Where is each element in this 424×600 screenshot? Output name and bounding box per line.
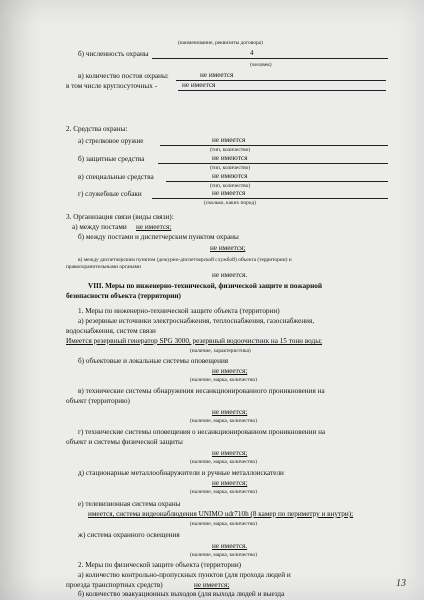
posts-count-value: не имеется [200,71,234,79]
metal-detectors-label: д) стационарные металлообнаружители и ручные металлоискатели [78,469,284,477]
metal-detectors-value: не имеется; [212,479,248,487]
intrusion-alert-label-2: объект и системы физической защиты [66,438,183,446]
caption-type-count: (тип, количество) [210,147,251,153]
intrusion-alert-label: г) технические системы оповещения о несанкционированном проникновении на [78,428,326,436]
posts-count-label: в) количество постов охраны: [78,72,169,80]
comm-police-label-2: правоохранительными органами [66,264,141,270]
field-line [178,90,386,91]
comm-posts-value: не имеется; [136,223,172,231]
guard-count-label: б) численность охраны [78,50,149,58]
tv-system-value: имеется, система видеонаблюдения UNIMO udr710h (8 камер по периметру и внутри); [88,510,354,518]
caption-mark-count: (наличие, марка, количество) [190,377,257,383]
field-line [158,163,388,164]
reserve-sources-value: Имеется резервный генератор SPG 3000, резервный водоочистник на 15 тонн воды; [66,337,323,345]
protective-value: не имеются [212,154,248,162]
field-line [160,145,388,146]
caption-mark-count: (наличие, марка, количество) [190,552,257,558]
caption-mark-count: (наличие, марка, количество) [190,459,257,465]
special-label: в) специальные средства [78,173,154,181]
lighting-value: не имеется. [212,542,248,550]
guard-count-value: 4 [250,49,254,57]
roundclock-value: не имеется [182,81,216,89]
caption-type-count: (тип, количество) [210,165,251,171]
detection-label: в) технические системы обнаружения несанкционированного проникновения на [78,387,325,395]
comm-dispatch-value: не имеется; [210,244,246,252]
checkpoints-value: не имеется; [194,581,230,589]
physical-measures-heading: 2. Меры по физической защите объекта (территории) [78,561,242,569]
page-number: 13 [396,578,406,589]
checkpoints-label-2: проезда транспортных средств) [66,581,163,589]
alert-systems-value: не имеется; [212,367,248,375]
field-line [166,181,388,182]
dogs-value: не имеется [212,189,246,197]
weapons-value: не имеется [212,136,246,144]
caption-availability: (наличие, характеристика) [190,348,251,354]
dogs-label: г) служебные собаки [78,190,142,198]
caption-type-count: (тип, количество) [210,183,251,189]
caption-mark-count: (наличие, марка, количество) [190,489,257,495]
reserve-sources-label: а) резервные источники электроснабжения, теплоснабжения, газоснабжения, [78,317,315,325]
caption-dogs: (сколько, каких пород) [204,200,256,206]
comm-dispatch-label: б) между постами и диспетчерским пунктом охраны [78,233,239,241]
exits-label: б) количество эвакуационных выходов (для выхода людей и выезда [78,590,285,598]
tv-system-label: е) телевизионная система охраны [78,500,181,508]
comm-posts-label: а) между постами [72,223,127,231]
section-8-heading: VIII. Меры по инженерно-технической, физической защите и пожарной [88,282,323,290]
caption-mark-count: (наличие, марка, количество) [190,418,257,424]
section-2-heading: 2. Средства охраны: [66,125,128,133]
caption-contract: (наименование, реквизиты договора) [178,40,263,46]
special-value: не имеются [212,172,248,180]
intrusion-alert-value: не имеется; [212,449,248,457]
reserve-sources-label-2: водоснабжения, систем связи [66,327,156,335]
lighting-label: ж) система охранного освещения [78,531,180,539]
detection-label-2: объект (территорию) [66,397,130,405]
comm-police-label: в) между диспетчерским пунктом (дежурно-диспетчерской службой) объекта (территории) и [78,257,292,263]
protective-label: б) защитные средства [78,155,145,163]
weapons-label: а) стрелковое оружие [78,137,144,145]
caption-mark-count: (наличие, марка, количество) [190,521,257,527]
alert-systems-label: б) объектовые и локальные системы оповещения [78,357,229,365]
field-line [152,58,388,59]
roundclock-label: в том числе круглосуточных - [66,82,158,90]
section-8-heading-2: безопасности объекта (территории) [66,292,181,300]
checkpoints-label: а) количество контрольно-пропускных пунктов (для прохода людей и [78,571,291,579]
caption-persons: (человек) [250,62,272,68]
comm-police-value: не имеется. [212,271,248,279]
detection-value: не имеется; [212,408,248,416]
section-3-heading: 3. Организация связи (виды связи): [66,213,174,221]
field-line [152,198,388,199]
eng-measures-heading: 1. Меры по инженерно-технической защите объекта (территории) [78,307,280,315]
